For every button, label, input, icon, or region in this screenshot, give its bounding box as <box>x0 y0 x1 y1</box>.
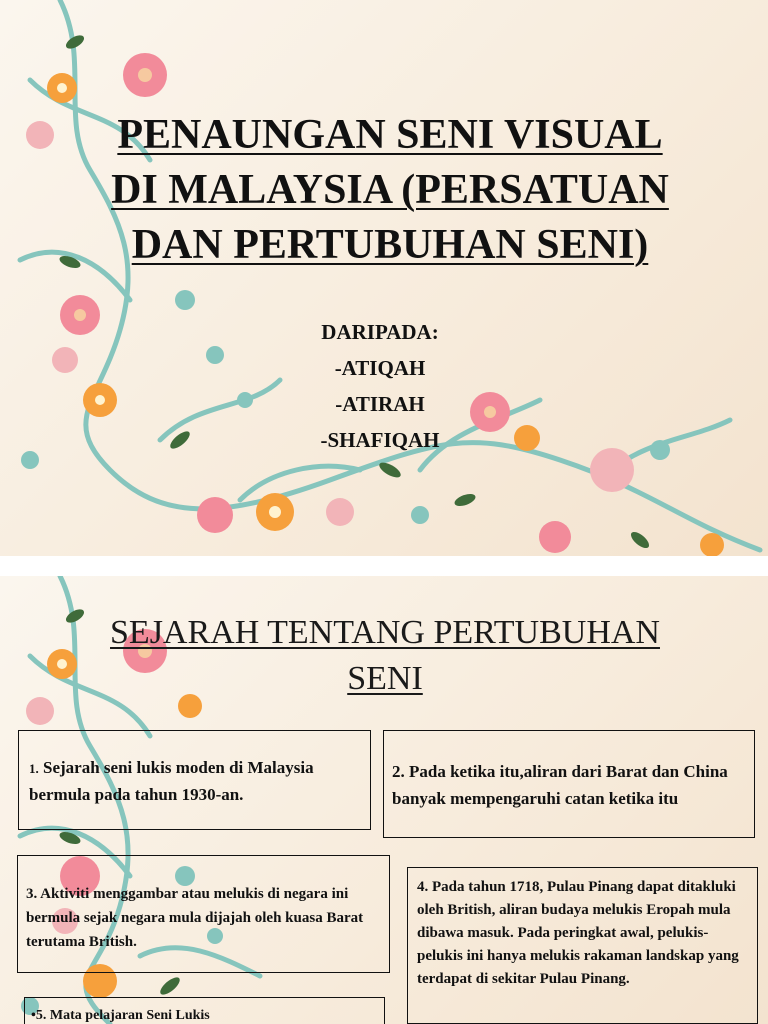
slide-title-line: DI MALAYSIA (PERSATUAN <box>111 167 669 213</box>
history-point-1 <box>18 730 371 830</box>
point-text: 2. Pada ketika itu,aliran dari Barat dan China banyak mempengaruhi catan ketika itu <box>392 762 728 808</box>
point-text: Sejarah seni lukis moden di Malaysia bermula pada tahun 1930-an. <box>29 758 314 804</box>
history-point-3 <box>17 855 390 973</box>
authors-label: DARIPADA: <box>321 320 439 344</box>
slide-title-line: DAN PERTUBUHAN SENI) <box>131 222 649 268</box>
flower-pink <box>123 53 167 97</box>
history-point-5 <box>24 997 385 1024</box>
history-point-2 <box>383 730 755 838</box>
authors-block <box>250 314 510 458</box>
point-text: 4. Pada tahun 1718, Pulau Pinang dapat ditakluki oleh British, aliran budaya melukis Eropah mula dibawa masuk. Pada peringkat awal, pelukis-pelukis ini hanya melukis rakaman landskap yang terdapat di sekitar Pulau Pinang. <box>417 879 739 987</box>
author-name: -SHAFIQAH <box>320 428 440 452</box>
point-number: 1. <box>29 761 39 776</box>
author-name: -ATIQAH <box>334 356 426 380</box>
author-name: -ATIRAH <box>335 392 425 416</box>
section-title-line: SEJARAH TENTANG PERTUBUHAN <box>110 614 660 651</box>
slide-title-line: PENAUNGAN SENI VISUAL <box>117 112 663 158</box>
slide-title <box>70 108 710 273</box>
point-text: •5. Mata pelajaran Seni Lukis <box>31 1008 210 1023</box>
point-text: 3. Aktiviti menggambar atau melukis di negara ini bermula sejak negara mula dijajah oleh kuasa Barat terutama British. <box>26 886 364 950</box>
history-point-4 <box>407 867 758 1024</box>
section-title-line: SENI <box>347 660 423 697</box>
section-title <box>60 610 710 702</box>
history-slide <box>0 576 768 1024</box>
